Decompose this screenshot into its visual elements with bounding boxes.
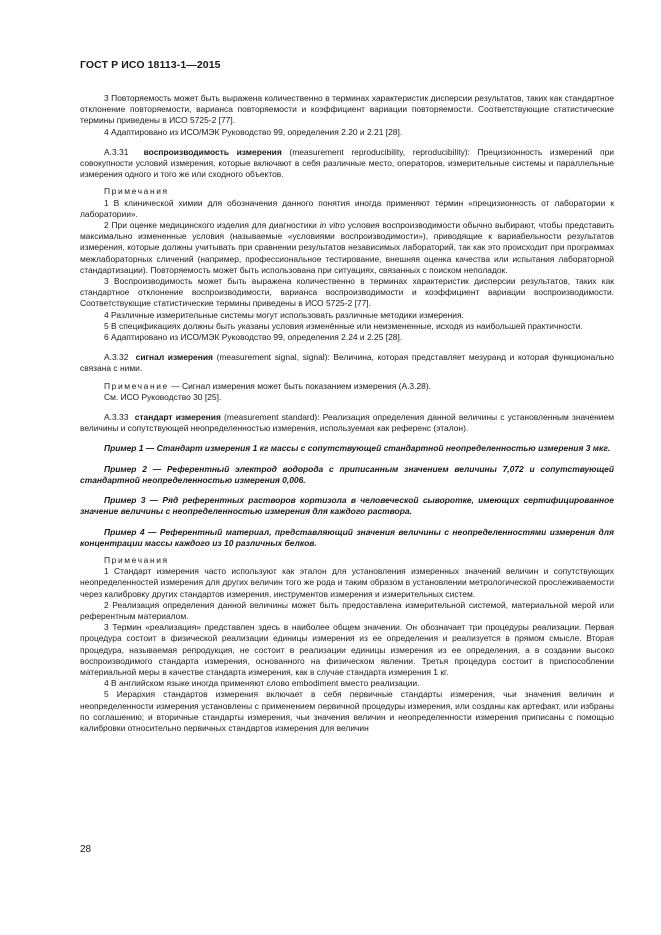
note-repeatability-3: 3 Повторяемость может быть выражена количественно в терминах характеристик дисперсии результатов, таких как стандартное отклонение повторяемости, варианса повторяемости и коэффициент вариации повторяемости. Соответствующие статистические термины приведены в ИСО 5725-2 [77]. [80, 93, 614, 126]
term-number: А.3.33 [104, 412, 129, 423]
term-title: воспроизводимость измерения [143, 146, 282, 157]
term-definition: (measurement signal, signal): Величина, которая представляет мезуранд и которая функционально связана с ними. [80, 352, 614, 374]
note-4: 4 Различные измерительные системы могут использовать различные методики измерения. [104, 309, 464, 320]
note-2-part-a: 2 При оценке медицинского изделия для диагностики [104, 220, 320, 231]
notes-heading [80, 555, 614, 566]
note-5: 5 В спецификациях должны быть указаны условия изменённые или неизмененные, исходя из наибольшей практичности. [104, 320, 583, 331]
note-2-italic: in vitro [319, 220, 345, 231]
note-3: 3 Воспроизводимость может быть выражена количественно в терминах характеристик дисперсии результатов, таких как стандартное отклонение воспроизводимости, варианса воспроизводимости и коэффициент вариации воспроизводимости. Соответствующие статистические термины приведены в ИСО 5725-2 [77]. [80, 276, 614, 309]
see-reference: См. ИСО Руководство 30 [25]. [104, 391, 222, 402]
term-definition: (measurement standard): Реализация определения данной величины с установленным значением величины и сопутствующей неопределенностью измерения, используемая как референс (эталон). [80, 412, 614, 434]
note-text: — Сигнал измерения может быть показанием измерения (А.3.28). [168, 380, 431, 391]
notes-label: Примечания [104, 186, 169, 197]
term-number: А.3.32 [104, 352, 129, 363]
note-4: 4 В английском языке иногда применяют слово embodiment вместо реализации. [104, 678, 420, 689]
note-5: 5 Иерархия стандартов измерения включает в себя первичные стандарты измерения, чьи значения величин и неопределенности измерения установлены с применением первичной процедуры измерения, или созданы как артефакт, или избраны по соглашению; и вторичные стандарты измерения, чьи значения величин и неопределенности измерения приписаны с помощью калибровки относительно первичных стандартов измерения для величин [80, 689, 614, 733]
term-title: сигнал измерения [135, 352, 213, 363]
page-number: 28 [80, 844, 92, 855]
document-header: ГОСТ Р ИСО 18113-1—2015 [80, 59, 221, 71]
example-3: Пример 3 — Ряд референтных растворов кортизола в человеческой сыворотке, имеющих сертифицированное значение величины с неопределенностью измерения для каждого раствора. [80, 495, 614, 517]
notes-heading [80, 186, 614, 197]
term-title: стандарт измерения [134, 412, 221, 423]
note-label: Примечание [104, 380, 169, 391]
term-number: А.3.31 [104, 146, 129, 157]
term-a333 [80, 412, 614, 434]
note-2 [80, 220, 614, 276]
note-2: 2 Реализация определения данной величины может быть предоставлена измерительной системой, материальной мерой или референтным материалом. [80, 599, 614, 621]
note-3: 3 Термин «реализация» представлен здесь в наиболее общем значении. Он обозначает три процедуры реализации. Первая процедура состоит в физической реализации единицы измерения из ее определения и реализуется в прямом смысле. Вторая процедура, называемая репродукция, не состоит в реализации единицы измерения из ее определения, а в создании высоко воспроизводимого стандарта измерения, основанного на физическом явлении. Третья процедура состоит в приспособлении материальной меры в качестве стандарта измерения, как в случае стандарта измерения 1 кг. [80, 622, 614, 677]
note-6: 6 Адаптировано из ИСО/МЭК Руководство 99, определения 2.24 и 2.25 [28]. [104, 332, 403, 343]
note-1: 1 Стандарт измерения часто используют как эталон для установления измеренных значений величин и сопутствующих неопределенностей измерения для других величин того же рода и таким образом в установлении метрологической прослеживаемости через калибровку других стандартов измерения, инструментов измерения и измерительных систем. [80, 566, 614, 599]
note-2-part-b: условия воспроизводимости обычно выбирают, чтобы представить максимально измененные условия (называемые «условиями воспроизводимости»), приводящие к вариабельности результатов измерения, которые должны учитывать при сравнении результатов независимых лабораторий, так как это происходит при программах межлабораторных сличений (например, профессиональное тестирование, внешняя оценка качества или испытания лабораторной стандартизации). Повторяемость может быть использована при ситуациях, связанных с поиском неполадок. [80, 220, 614, 275]
term-a332 [80, 352, 614, 374]
example-1: Пример 1 — Стандарт измерения 1 кг массы с сопутствующей стандартной неопределенностью измерения 3 мкг. [104, 443, 611, 454]
example-4: Пример 4 — Референтный материал, представляющий значения величины с неопределенностями измерения для концентрации массы каждого из 10 различных белков. [80, 526, 614, 548]
note-1: 1 В клинической химии для обозначения данного понятия иногда применяют термин «прецизионность от лаборатории к лаборатории». [80, 197, 614, 219]
term-a331 [80, 147, 614, 181]
term-definition: (measurement reproducibility, reproducibility): Прецизионность измерений при совокупности условий измерения, которые включают в себя различные место, операторов, измерительные системы и параллельные измерения одного и того же или сходного объектов. [80, 146, 614, 180]
notes-label: Примечания [104, 554, 169, 565]
example-2: Пример 2 — Референтный электрод водорода с приписанным значением величины 7,072 и сопутствующей стандартной неопределенностью измерения 0,006. [80, 463, 614, 485]
page-content [80, 93, 614, 734]
note-repeatability-4: 4 Адаптировано из ИСО/МЭК Руководство 99, определения 2.20 и 2.21 [28]. [104, 126, 403, 137]
note-single [80, 381, 614, 392]
